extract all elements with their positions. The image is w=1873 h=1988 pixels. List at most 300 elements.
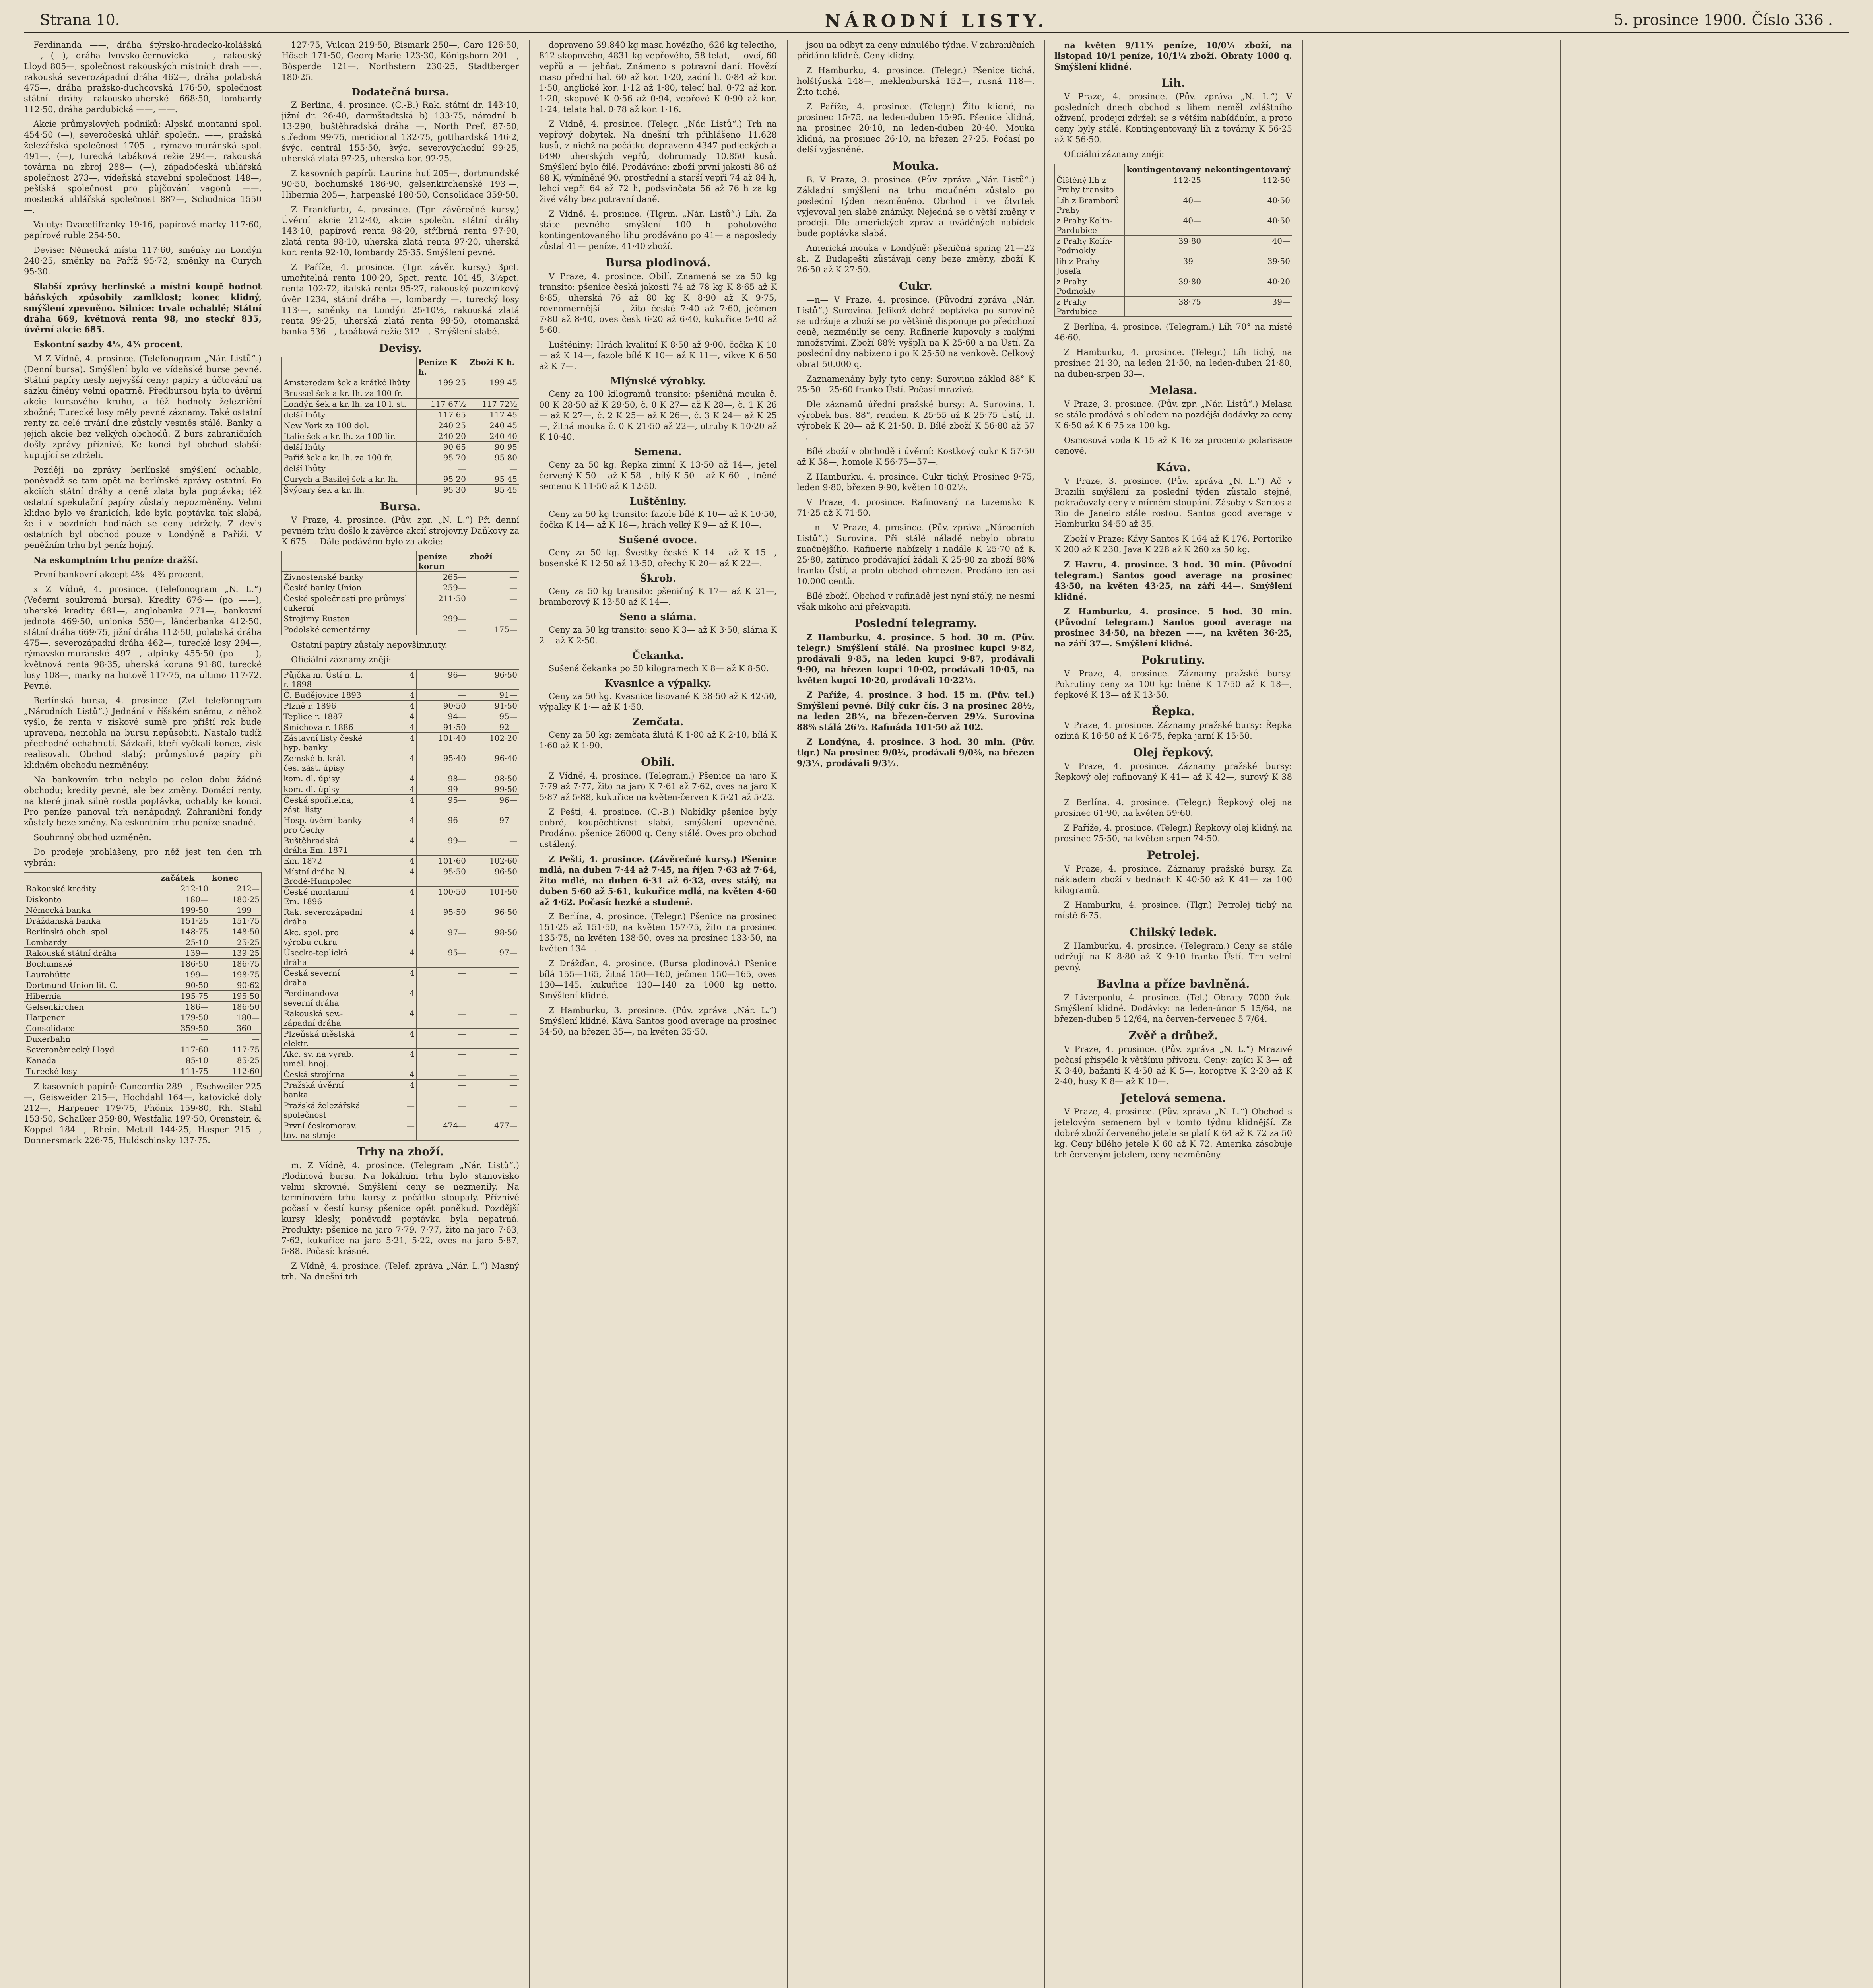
- table-row: [282, 388, 519, 399]
- table-cell: 97—: [468, 947, 519, 968]
- paragraph: Z Paříže, 4. prosince. (Tgr. závěr. kursy.) 3pct. umořitelná renta 100·20, 3pct. renta 101·45, 3½pct. renta 102·72, italská renta 95·27, rakouský pozemkový úvěr 1234, státní dráha —, lombardy —, turecký losy 113·—, směnky na Londýn 25·10½, rakouská zlatá renta 99·25, uherská zlatá renta 99·50, otomanská banka 536—, tabáková režie 312—. Smýšlení slabé.: [281, 262, 519, 336]
- table-cell: Plzeňská městská elektr.: [282, 1029, 365, 1049]
- paragraph: Z Berlína, 4. prosince. (Telegram.) Líh 70° na místě 46·60.: [1054, 322, 1292, 342]
- paragraph: V Praze, 3. prosince. (Pův. zpr. „Nár. Listů“.) Melasa se stále prodává s ohledem na pozdější dodávky za ceny K 6·50 až K 6·75 za 100 kg.: [1054, 399, 1292, 430]
- table-row: [282, 431, 519, 442]
- section-heading: Kvasnice a výpalky.: [604, 678, 712, 689]
- section-heading: Bursa plodinová.: [605, 256, 711, 269]
- paragraph: Zaznamenány byly tyto ceny: Surovina základ 88° K 25·50—25·60 franko Ústí. Počasí mrazivé.: [797, 374, 1035, 394]
- paragraph: x Z Vídně, 4. prosince. (Telefonogram „N. L.“) (Večerní soukromá bursa). Kredity 676·— (po ——), uherské kredity 681—, anglobanka 271—, bankovní jednota 469·50, unionka 550—, länderbanka 412·50, státní dráha 669·75, jižní dráha 112·50, polabská dráha 475—, severozápadní dráha 462—, turecké losy 294—, rýmavsko-muránské 497—, alpinky 455·50 (po ——), květnová renta 98·35, uherská koruna 91·80, turecké losy 108—, marky na hotově 117·75, na ultimo 117·72. Pevné.: [24, 584, 262, 691]
- table-header-cell: [282, 357, 417, 377]
- table-cell: 212—: [210, 883, 262, 894]
- paragraph: Osmosová voda K 15 až K 16 za procento polarisace cenové.: [1054, 435, 1292, 456]
- table-row: [282, 733, 519, 753]
- paragraph: dopraveno 39.840 kg masa hovězího, 626 kg telecího, 812 skopového, 4831 kg vepřového, 58 telat, — ovcí, 60 vepřů a — jehňat. Známeno s potravní daní: Hovězí maso přední hal. 60 až kor. 1·20, zadní h. 0·84 až kor. 1·50, anglické kor. 1·12 až 1·80, telecí hal. 0·72 až kor. 1·20, skopové K 0·56 až 0·94, vepřové K 0·90 až kor. 1·24, telata hal. 0·78 až kor. 1·16.: [539, 40, 777, 114]
- paragraph: Luštěniny: Hrách kvalitní K 8·50 až 9·00, čočka K 10— až K 14—, fazole bílé K 10— až K 11—, vikve K 6·50 až K 7—.: [539, 340, 777, 371]
- table-cell: Teplice r. 1887: [282, 711, 365, 722]
- table-cell: 39—: [1125, 256, 1203, 276]
- paragraph: Ceny za 50 kg transito: pšeničný K 17— až K 21—, bramborový K 13·50 až K 14—.: [539, 586, 777, 607]
- table-row: [282, 784, 519, 795]
- paragraph: Do prodeje prohlášeny, pro něž jest ten den trh vybrán:: [24, 847, 262, 868]
- section-heading: Pokrutiny.: [1141, 653, 1205, 666]
- section-heading: Cukr.: [899, 280, 932, 293]
- table-row: [282, 753, 519, 773]
- table-cell: 39·50: [1203, 256, 1292, 276]
- table-cell: Česká strojírna: [282, 1069, 365, 1080]
- table-cell: Buštěhradská dráha Em. 1871: [282, 835, 365, 856]
- table-cell: 477—: [468, 1120, 519, 1141]
- table-cell: Zástavní listy české hyp. banky: [282, 733, 365, 753]
- table-row: [24, 937, 262, 948]
- table-cell: 96—: [417, 815, 468, 835]
- table-cell: Paříž šek a kr. lh. za 100 fr.: [282, 452, 417, 463]
- paragraph: Z Liverpoolu, 4. prosince. (Tel.) Obraty 7000 žok. Smýšlení klidné. Dodávky: na leden-únor 5 15/64, na březen-duben 5 12/64, na červen-červenec 5 7/64.: [1054, 993, 1292, 1024]
- table-row: [282, 947, 519, 968]
- devisy-table: [281, 357, 519, 495]
- bursa-stocks-table: [281, 551, 519, 635]
- table-row: [282, 399, 519, 410]
- table-cell: 199—: [159, 969, 210, 980]
- table-cell: 4: [365, 988, 417, 1008]
- paragraph: Oficiální záznamy znějí:: [291, 655, 392, 664]
- table-header-cell: konec: [210, 873, 262, 883]
- table-cell: 95·50: [417, 907, 468, 927]
- paragraph: Z kasovních papírů: Laurina huť 205—, dortmundské 90·50, bochumské 186·90, gelsenkirchenské 193·—, Hibernia 205—, harpenské 180·50, Consolidace 359·50.: [281, 169, 519, 200]
- table-row: [282, 927, 519, 947]
- table-cell: delší lhůty: [282, 410, 417, 420]
- paragraph: Dle záznamů úřední pražské bursy: A. Surovina. I. výrobek bas. 88°, renden. K 25·55 až K 25·75 Ústí, II. výrobek K 20— až K 21·50. B. Bílé zboží K 56·80 až 57—.: [797, 400, 1035, 441]
- bold-paragraph: Z Havru, 4. prosince. 3 hod. 30 min. (Původní telegram.) Santos good average na prosinec 43·50, na květen 43·25, na září 44—. Smýšlení klidné.: [1054, 559, 1292, 602]
- paragraph: Z Vídně, 4. prosince. (Telegram.) Pšenice na jaro K 7·79 až 7·77, žito na jaro K 7·61 až 7·62, oves na jaro K 5·87 až 5·88, kukuřice na květen-červen K 5·21 až 5·22.: [539, 771, 777, 802]
- table-header-cell: zboží: [468, 551, 519, 572]
- table-row: [282, 1069, 519, 1080]
- table-cell: 360—: [210, 1023, 262, 1034]
- table-cell: Kanada: [24, 1055, 159, 1066]
- table-header-cell: kontingentovaný: [1125, 164, 1203, 175]
- table-row: [24, 916, 262, 926]
- column-rule: [1044, 40, 1045, 1988]
- table-cell: —: [468, 988, 519, 1008]
- table-cell: Consolidace: [24, 1023, 159, 1034]
- table-cell: New York za 100 dol.: [282, 420, 417, 431]
- table-row: [282, 1080, 519, 1100]
- table-cell: Úsecko-teplická dráha: [282, 947, 365, 968]
- table-cell: —: [468, 1069, 519, 1080]
- table-row: [282, 795, 519, 815]
- table-cell: —: [468, 835, 519, 856]
- section-heading: Zvěř a drůbež.: [1128, 1029, 1218, 1042]
- table-row: [24, 883, 262, 894]
- table-cell: —: [468, 1029, 519, 1049]
- bold-paragraph: Na eskomptním trhu peníze dražší.: [33, 555, 198, 565]
- table-row: [282, 1120, 519, 1141]
- table-cell: —: [417, 690, 468, 701]
- table-row: [282, 474, 519, 485]
- paragraph: Z kasovních papírů: Concordia 289—, Eschweiler 225—, Geisweider 215—, Hochdahl 164—, katovické doly 212—, Harpener 179·75, Phönix 159·80, Rh. Stahl 153·50, Schalker 359·80, Westfalia 197·50, Orenstein & Koppel 184—, Rhein. Metall 144·25, Hasper 215—, Donnersmark 226·75, Huldschinsky 137·75.: [24, 1082, 262, 1145]
- table-cell: 4: [365, 887, 417, 907]
- table-cell: 39—: [1203, 297, 1292, 317]
- paragraph: Ceny za 50 kg. Kvasnice lisované K 38·50 až K 42·50, výpalky K 1·— až K 1·50.: [539, 691, 777, 712]
- paragraph: Ceny za 50 kg. Řepka zimní K 13·50 až 14—, jetel červený K 50— až K 58—, bílý K 50— až K 60—, lněné semeno K 11·50 až K 12·50.: [539, 460, 777, 491]
- table-row: [282, 485, 519, 495]
- table-cell: —: [417, 1008, 468, 1029]
- table-cell: Hosp. úvěrní banky pro Čechy: [282, 815, 365, 835]
- table-cell: 195·75: [159, 991, 210, 1002]
- section-heading: Poslední telegramy.: [854, 617, 977, 630]
- paragraph: Ceny za 50 kg transito: seno K 3— až K 3·50, sláma K 2— až K 2·50.: [539, 625, 777, 645]
- table-cell: Rakouská státní dráha: [24, 948, 159, 959]
- table-row: [282, 593, 519, 613]
- paragraph: Ceny za 100 kilogramů transito: pšeničná mouka č. 00 K 28·50 až K 29·50, č. 0 K 27— až K 28—, č. 1 K 26— až K 27—, č. 2 K 25— až K 26—, č. 3 K 24— až K 25—, žitná mouka č. 0 K 21·50 až 22—, otruby K 10·20 až K 10·40.: [539, 389, 777, 442]
- paragraph: Valuty: Dvacetifranky 19·16, papírové marky 117·60, papírové ruble 254·50.: [24, 220, 262, 240]
- column-rule: [787, 40, 788, 1988]
- table-header-row: [282, 357, 519, 377]
- table-cell: 359·50: [159, 1023, 210, 1034]
- table-cell: 4: [365, 773, 417, 784]
- column-5: [1054, 40, 1292, 1988]
- table-cell: 99—: [417, 784, 468, 795]
- table-cell: Česká severní dráha: [282, 968, 365, 988]
- section-heading: Dodatečná bursa.: [351, 86, 449, 98]
- table-header-cell: [282, 551, 417, 572]
- section-heading: Trhy na zboží.: [357, 1145, 444, 1158]
- bold-paragraph: Z Londýna, 4. prosince. 3 hod. 30 min. (Pův. tlgr.) Na prosinec 9/0¼, prodávali 9/0⅜, na březen 9/3¼, prodávali 9/3½.: [797, 737, 1035, 768]
- paragraph: Z Pešti, 4. prosince. (C.-B.) Nabídky pšenice byly dobré, koupěchtivost slabá, smýšlení upevněné. Prodáno: pšenice 26000 q. Ceny stálé. Oves pro obchod ustálený.: [539, 807, 777, 849]
- table-cell: —: [417, 1080, 468, 1100]
- table-cell: Zemské b. král. čes. zást. úpisy: [282, 753, 365, 773]
- table-row: [24, 1023, 262, 1034]
- table-cell: České banky Union: [282, 582, 417, 593]
- section-heading: Sušené ovoce.: [619, 534, 697, 546]
- table-cell: Curych a Basilej šek a kr. lh.: [282, 474, 417, 485]
- table-cell: Živnostenské banky: [282, 572, 417, 582]
- section-heading: Mouka.: [892, 159, 939, 173]
- table-row: [24, 948, 262, 959]
- paragraph: V Praze, 4. prosince. Obilí. Znamená se za 50 kg transito: pšenice česká jakosti 74 až 78 kg K 8·65 až K 8·85, uherská 76 až 80 kg K 8·90 až K 9·75, rovnomernější ——, žito české 7·40 až 7·60, ječmen 7·80 až 8·40, oves česk 6·20 až 6·40, kukuřice 5·40 až 5·60.: [539, 272, 777, 335]
- table-cell: 4: [365, 866, 417, 887]
- bold-paragraph: Eskontní sazby 4⅛, 4¾ procent.: [33, 339, 183, 349]
- paragraph: B. V Praze, 3. prosince. (Pův. zpráva „Nár. Listů“.) Základní smýšlení na trhu moučném zůstalo po poslední týden nezměněno. Obchod i ve čtvrtek vyjevoval jen slabé známky. Nejedná se o větší změny v prodeji. Dle amerických zpráv a uváděných nabídek bude poptávka slabá.: [797, 175, 1035, 238]
- paragraph: Z Berlína, 4. prosince. (C.-B.) Rak. státní dr. 143·10, jižní dr. 26·40, darmštadtská b) 133·75, národní b. 13·290, buštěhradská dráha —, North Pref. 87·50, středom 99·75, meridional 132·75, gotthardská 146·2, švýc. centrál 155·50, švýc. severovýchodní 99·25, uherská zlatá 97·25, uherská kor. 92·25.: [281, 100, 519, 163]
- paragraph: V Praze, 4. prosince. Rafinovaný na tuzemsko K 71·25 až K 71·50.: [797, 497, 1035, 518]
- table-cell: 117 65: [417, 410, 468, 420]
- table-cell: 180·25: [210, 894, 262, 905]
- paragraph: Bílé zboží v obchodě i úvěrní: Kostkový cukr K 57·50 až K 58—, homole K 56·75—57—.: [797, 447, 1035, 467]
- paragraph: Ceny za 50 kg transito: fazole bílé K 10— až K 10·50, čočka K 14— až K 18—, hrách velký K 9— až K 10—.: [539, 509, 777, 530]
- paragraph: V Praze, 4. prosince. Záznamy pražské bursy. Pokrutiny ceny za 100 kg: lněné K 17·50 až K 18—, řepkové K 13— až K 13·50.: [1054, 669, 1292, 700]
- paragraph: —n— V Praze, 4. prosince. (Původní zpráva „Nár. Listů“.) Surovina. Jelikož dobrá poptávka po surovině se udržuje a zboží se po většině disponuje po předchozí ceně, nezměnily se ceny. Rafinerie kupovaly s malými množstvími. Zboží 88% vyšplh na K 25·60 a na Ústí. Za poslední dny nabízeno i po K 25·50 na venkově. Celkový obrat 50.000 q.: [797, 295, 1035, 369]
- table-cell: delší lhůty: [282, 442, 417, 452]
- table-cell: 90·62: [210, 980, 262, 991]
- page-number: Strana 10.: [40, 11, 120, 29]
- official-quotes-table: [281, 669, 519, 1141]
- table-cell: 199—: [210, 905, 262, 916]
- table-row: [24, 905, 262, 916]
- table-cell: 96·50: [468, 907, 519, 927]
- table-cell: —: [468, 593, 519, 613]
- table-row: [282, 1049, 519, 1069]
- table-row: [282, 582, 519, 593]
- paragraph: V Praze, 4. prosince. (Pův. zpr. „N. L.“) Při denní pevném trhu došlo k závěrce akcií strojovny Daňkovy za K 675—. Dále podáváno bylo za akcie:: [281, 515, 519, 546]
- paragraph: Z Vídně, 4. prosince. (Telef. zpráva „Nár. L.“) Masný trh. Na dnešní trh: [281, 1261, 519, 1281]
- table-cell: 96·40: [468, 753, 519, 773]
- table-cell: 101·60: [417, 856, 468, 866]
- table-cell: 40·20: [1203, 276, 1292, 297]
- table-cell: 175—: [468, 624, 519, 635]
- table-cell: Diskonto: [24, 894, 159, 905]
- table-cell: 148·50: [210, 926, 262, 937]
- table-cell: Turecké losy: [24, 1066, 159, 1077]
- table-cell: Amsterodam šek a krátké lhůty: [282, 377, 417, 388]
- table-cell: 4: [365, 968, 417, 988]
- table-cell: 198·75: [210, 969, 262, 980]
- table-cell: 4: [365, 722, 417, 733]
- table-cell: Duxerbahn: [24, 1034, 159, 1044]
- table-cell: 91·50: [468, 701, 519, 711]
- table-cell: 102·20: [468, 733, 519, 753]
- table-cell: 95·50: [417, 866, 468, 887]
- table-cell: 4: [365, 835, 417, 856]
- table-cell: 4: [365, 701, 417, 711]
- newspaper-title: NÁRODNÍ LISTY.: [825, 11, 1048, 31]
- table-cell: 96—: [468, 795, 519, 815]
- table-cell: 4: [365, 907, 417, 927]
- table-cell: 4: [365, 1080, 417, 1100]
- table-row: [282, 572, 519, 582]
- table-cell: 95—: [468, 711, 519, 722]
- table-cell: 40—: [1125, 195, 1203, 215]
- table-cell: 98·50: [468, 773, 519, 784]
- section-heading: Semena.: [634, 446, 682, 458]
- table-cell: 240 45: [468, 420, 519, 431]
- paragraph: Z Paříže, 4. prosince. (Telegr.) Žito klidné, na prosinec 15·75, na leden-duben 15·95. Pšenice klidná, na prosinec 20·10, na leden-duben 20·40. Mouka klidná, na prosinec 26·10, na březen 27·25. Počasí po delší vyjasněné.: [797, 102, 1035, 154]
- table-cell: Německá banka: [24, 905, 159, 916]
- section-heading: Olej řepkový.: [1133, 746, 1213, 759]
- table-cell: Strojírny Ruston: [282, 613, 417, 624]
- table-cell: 95·40: [417, 753, 468, 773]
- table-cell: Půjčka m. Ústí n. L. r. 1898: [282, 670, 365, 690]
- table-cell: 265—: [417, 572, 468, 582]
- column-1: [24, 40, 262, 1988]
- table-cell: 211·50: [417, 593, 468, 613]
- section-heading: Škrob.: [640, 573, 676, 584]
- table-cell: Lombardy: [24, 937, 159, 948]
- table-cell: —: [417, 968, 468, 988]
- table-cell: 4: [365, 1008, 417, 1029]
- paragraph: Bílé zboží. Obchod v rafinádě jest nyní stálý, ne nesmí však nikoho ani překvapiti.: [797, 591, 1035, 612]
- table-cell: 240 40: [468, 431, 519, 442]
- paragraph: Z Berlína, 4. prosince. (Telegr.) Řepkový olej na prosinec 61·90, na květen 59·60.: [1054, 798, 1292, 818]
- paragraph: V Praze, 4. prosince. Záznamy pražské bursy: Řepkový olej rafinovaný K 41— až K 42—, surový K 38—.: [1054, 761, 1292, 792]
- table-cell: 96·50: [468, 866, 519, 887]
- table-cell: 101·40: [417, 733, 468, 753]
- table-cell: Em. 1872: [282, 856, 365, 866]
- issue-date: 5. prosince 1900. Číslo 336 .: [1613, 11, 1833, 29]
- table-cell: 117 45: [468, 410, 519, 420]
- table-cell: 4: [365, 947, 417, 968]
- table-cell: 117 67½: [417, 399, 468, 410]
- table-row: [24, 991, 262, 1002]
- bold-paragraph: Slabší zprávy berlínské a místní koupě hodnot báňských způsobily zamlklost; konec klidný, smýšlení zpevněno. Silnice: trvale ochablé; Státní dráha 669, květnová renta 98, mo steckŕ 835, úvěrní akcie 685.: [24, 282, 262, 334]
- paragraph: Později na zprávy berlínské smýšlení ochablo, poněvadž se tam opět na berlínské zprávy ostatní. Po akciích státní dráhy a ceně zlata byla poptávka; též ostatní spekulační papíry zůstaly nepozměněny. Velmi klidno bylo ve šranicích, kde byla poptávka tak slabá, že i v pozdních hodinách se ceny udržely. Z devis ostatních byl obchod pouze v Londýně a Paříži. V peněžním trhu byl peníz hojný.: [24, 465, 262, 550]
- table-cell: 117 72½: [468, 399, 519, 410]
- table-cell: 91—: [468, 690, 519, 701]
- table-cell: 259—: [417, 582, 468, 593]
- table-cell: 40·50: [1203, 195, 1292, 215]
- table-cell: 98—: [417, 773, 468, 784]
- table-cell: 96—: [417, 670, 468, 690]
- section-heading: Čekanka.: [632, 650, 684, 661]
- column-rule: [1302, 40, 1303, 1988]
- paragraph: Z Hamburku, 4. prosince. (Telegr.) Líh tichý, na prosinec 21·30, na leden 21·50, na leden-duben 21·80, na duben-srpen 33—.: [1054, 348, 1292, 379]
- paragraph: Souhrnný obchod uzměněn.: [33, 833, 151, 842]
- table-cell: 25·10: [159, 937, 210, 948]
- table-cell: z Prahy Podmokly: [1055, 276, 1125, 297]
- table-cell: 99—: [417, 835, 468, 856]
- section-heading: Seno a sláma.: [619, 611, 697, 623]
- table-cell: —: [468, 1080, 519, 1100]
- table-cell: 4: [365, 733, 417, 753]
- table-cell: 90·50: [159, 980, 210, 991]
- table-row: [24, 1012, 262, 1023]
- table-row: [282, 856, 519, 866]
- column-3: [539, 40, 777, 1988]
- section-heading: Petrolej.: [1147, 848, 1200, 862]
- paragraph: Z Paříže, 4. prosince. (Telegr.) Řepkový olej klidný, na prosinec 75·50, na květen-srpen 74·50.: [1054, 823, 1292, 843]
- table-cell: —: [468, 582, 519, 593]
- table-cell: 195·50: [210, 991, 262, 1002]
- paragraph: —n— V Praze, 4. prosince. (Pův. zpráva „Národních Listů“.) Surovina. Při stálé náladě nebylo obratu značnějšího. Rafinerie nabízely i nadále K 25·70 až K 25·80, zatímco prodávající žádali K 25·90 za zboží 88% franko Ústí, a proto obchod obmezen. Prodáno jen asi 10.000 centů.: [797, 523, 1035, 586]
- table-cell: Pražská úvěrní banka: [282, 1080, 365, 1100]
- table-cell: 100·50: [417, 887, 468, 907]
- paragraph: V Praze, 4. prosince. (Pův. zpráva „N. L.“) V posledních dnech obchod s lihem neměl zvláštního oživení, prodejci zdrželi se s větším nabídáním, a proto ceny byly stálé. Kontingentovaný lih z továrny K 56·25 až K 56·50.: [1054, 92, 1292, 144]
- table-cell: 96·50: [468, 670, 519, 690]
- table-cell: —: [417, 1069, 468, 1080]
- table-cell: 95 30: [417, 485, 468, 495]
- table-row: [282, 690, 519, 701]
- table-cell: —: [365, 1100, 417, 1120]
- paragraph: Z Hamburku, 4. prosince. Cukr tichý. Prosinec 9·75, leden 9·80, březen 9·90, květen 10·02½.: [797, 472, 1035, 492]
- table-cell: 4: [365, 1029, 417, 1049]
- table-row: [282, 1029, 519, 1049]
- table-header-cell: nekontingentovaný: [1203, 164, 1292, 175]
- table-cell: 199 25: [417, 377, 468, 388]
- table-cell: líh z Prahy Josefa: [1055, 256, 1125, 276]
- table-cell: 299—: [417, 613, 468, 624]
- table-cell: 4: [365, 927, 417, 947]
- paragraph: Z Hamburku, 4. prosince. (Telegram.) Ceny se stále udržují na K 8·80 až K 9·10 franko Ústí. Trh velmi pevný.: [1054, 941, 1292, 972]
- table-cell: Dortmund Union lit. C.: [24, 980, 159, 991]
- table-cell: 85·25: [210, 1055, 262, 1066]
- table-cell: 90 65: [417, 442, 468, 452]
- paragraph: Zboží v Praze: Kávy Santos K 164 až K 176, Portoriko K 200 až K 230, Java K 228 až K 260 za 50 kg.: [1054, 534, 1292, 554]
- table-cell: Akc. spol. pro výrobu cukru: [282, 927, 365, 947]
- table-row: [24, 1002, 262, 1012]
- table-cell: 4: [365, 1049, 417, 1069]
- bold-paragraph: Z Pešti, 4. prosince. (Závěrečné kursy.) Pšenice mdlá, na duben 7·44 až 7·45, na říjen 7·63 až 7·64, žito mdlé, na duben 6·31 až 6·32, oves stálý, na duben 5·60 až 5·61, kukuřice mdlá, na květen 4·60 až 4·62. Počasí: hezké a studené.: [539, 854, 777, 907]
- table-row: [1055, 276, 1292, 297]
- paragraph: Z Hamburku, 4. prosince. (Tlgr.) Petrolej tichý na místě 6·75.: [1054, 900, 1292, 920]
- table-cell: Švýcary šek a kr. lh.: [282, 485, 417, 495]
- table-row: [24, 1055, 262, 1066]
- table-cell: Laurahütte: [24, 969, 159, 980]
- table-cell: —: [417, 1100, 468, 1120]
- table-cell: —: [417, 1029, 468, 1049]
- section-heading: Devisy.: [379, 342, 422, 355]
- paragraph: 127·75, Vulcan 219·50, Bismark 250—, Caro 126·50, Hösch 171·50, Georg-Marie 123·30, Königsborn 201—, Bösperde 121—, Northstern 230·25, Stadtberger 180·25.: [281, 40, 519, 82]
- table-row: [282, 377, 519, 388]
- table-cell: 95 20: [417, 474, 468, 485]
- paragraph: Z Hamburku, 4. prosince. (Telegr.) Pšenice tichá, holštýnská 148—, meklenburská 152—, rusná 118—. Žito tiché.: [797, 66, 1035, 97]
- table-row: [282, 988, 519, 1008]
- table-cell: 25·25: [210, 937, 262, 948]
- section-heading: Chilský ledek.: [1129, 926, 1217, 939]
- table-cell: 40·50: [1203, 215, 1292, 236]
- paragraph: Berlínská bursa, 4. prosince. (Zvl. telefonogram „Národních Listů“.) Jednání v říšském sněmu, z něhož vyšlo, že renta v ziskové sumě pro příští rok bude upravena, nemohla na bursu nepůsobiti. Nastalo tudíž přechodné ochabnutí. Sázkaři, kteří vyčkali konce, zisk realisovali. Obchod slabý; průmyslové papíry při klidném obchodu nezměněny.: [24, 696, 262, 770]
- table-cell: České montanní Em. 1896: [282, 887, 365, 907]
- table-cell: Podolské cementárny: [282, 624, 417, 635]
- paragraph: V Praze, 4. prosince. Záznamy pražské bursy: Řepka ozimá K 16·50 až K 16·75, řepka jarní K 15·50.: [1054, 720, 1292, 741]
- table-cell: 40—: [1125, 215, 1203, 236]
- table-cell: Ferdinandova severní dráha: [282, 988, 365, 1008]
- table-cell: Italie šek a kr. lh. za 100 lir.: [282, 431, 417, 442]
- table-row: [282, 711, 519, 722]
- table-header-row: [24, 873, 262, 883]
- table-row: [24, 894, 262, 905]
- table-cell: 112·25: [1125, 175, 1203, 195]
- table-cell: 95 45: [468, 474, 519, 485]
- paragraph: Z Drážďan, 4. prosince. (Bursa plodinová.) Pšenice bílá 155—165, žitná 150—160, ječmen 150—165, oves 130—145, kukuřice 130—140 za 1000 kg netto. Smýšlení klidné.: [539, 959, 777, 1000]
- table-header-cell: [24, 873, 159, 883]
- table-cell: Rakouská sev.-západní dráha: [282, 1008, 365, 1029]
- table-cell: 4: [365, 795, 417, 815]
- table-cell: 94—: [417, 711, 468, 722]
- paragraph: Ostatní papíry zůstaly nepovšimnuty.: [291, 640, 448, 650]
- table-cell: Rak. severozápadní dráha: [282, 907, 365, 927]
- table-cell: —: [417, 988, 468, 1008]
- section-heading: Zemčata.: [632, 716, 684, 728]
- section-heading: Jetelová semena.: [1120, 1091, 1226, 1105]
- table-cell: —: [468, 572, 519, 582]
- paragraph: V Praze, 4. prosince. (Pův. zpráva „N. L.“) Mrazivé počasí přispělo k většímu přívozu. Ceny: zajíci K 3— až K 3·40, bažanti K 4·50 až K 5—, koroptve K 2·20 až K 2·40, husy K 8— až K 10—.: [1054, 1044, 1292, 1086]
- table-cell: Čištěný líh z Prahy transito: [1055, 175, 1125, 195]
- table-cell: 95 70: [417, 452, 468, 463]
- table-cell: 90·50: [417, 701, 468, 711]
- bold-paragraph: na květen 9/11¾ peníze, 10/0¼ zboží, na listopad 10/1 peníze, 10/1¼ zboží. Obraty 1000 q. Smýšlení klidné.: [1054, 40, 1292, 72]
- table-cell: —: [468, 1008, 519, 1029]
- table-row: [282, 420, 519, 431]
- table-cell: 38·75: [1125, 297, 1203, 317]
- table-cell: 4: [365, 815, 417, 835]
- table-cell: Brussel šek a kr. lh. za 100 fr.: [282, 388, 417, 399]
- section-heading: Káva.: [1156, 461, 1191, 474]
- table-header-cell: peníze korun: [417, 551, 468, 572]
- table-row: [282, 1008, 519, 1029]
- table-cell: 180—: [210, 1012, 262, 1023]
- section-heading: Řepka.: [1152, 705, 1195, 718]
- table-cell: 90 95: [468, 442, 519, 452]
- table-cell: 4: [365, 670, 417, 690]
- table-cell: delší lhůty: [282, 463, 417, 474]
- table-cell: 240 20: [417, 431, 468, 442]
- table-row: [282, 815, 519, 835]
- table-cell: Smíchova r. 1886: [282, 722, 365, 733]
- table-cell: 101·50: [468, 887, 519, 907]
- table-cell: 99·50: [468, 784, 519, 795]
- table-row: [282, 452, 519, 463]
- table-row: [282, 866, 519, 887]
- table-cell: 139—: [159, 948, 210, 959]
